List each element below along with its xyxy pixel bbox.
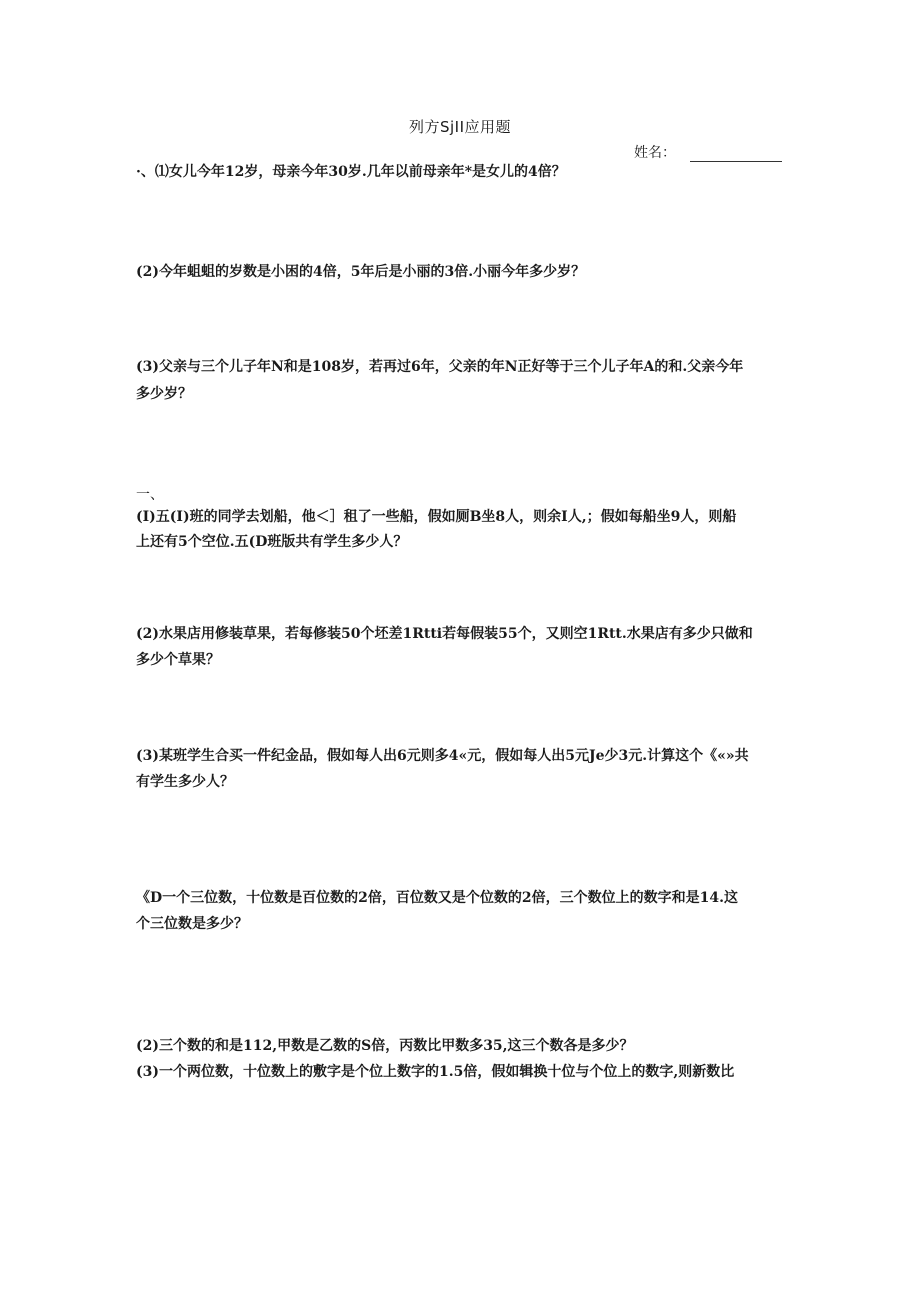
section2-question-2-line-1: (2)水果店用修装草果，若每修装50个坯差1Rtti若每假装55个，又则空1Rtt.水果店有多少只做和 [136,626,753,642]
section2-question-2-line-2: 多少个草果？ [136,652,220,668]
name-label: 姓名： [634,145,676,161]
section3-question-1-line-1: 《D一个三位数，十位数是百位数的2倍，百位数又是个位数的2倍，三个数位上的数字和是14.这 [136,890,738,906]
section2-question-1-line-1: (I)五(I)班的同学去划船，他＜］租了一些船，假如厕B坐8人，则余I人,；假如每船坐9人，则船 [136,509,737,525]
section3-question-3: (3)一个两位数，十位数上的敷字是个位上数字的1.5倍，假如辑换十位与个位上的数字,则新数比 [136,1064,735,1080]
page-title: 列方SjII应用题 [408,118,512,136]
section2-question-1-line-2: 上还有5个空位.五(D班版共有学生多少人？ [136,534,408,550]
section1-question-3-line-2: 多少岁？ [136,386,192,402]
section1-question-2: (2)今年蛆蛆的岁数是小困的4倍，5年后是小丽的3倍.小丽今年多少岁？ [136,264,586,280]
name-field-row [634,142,782,162]
section1-question-1: ·、⑴女儿今年12岁，母亲今年30岁.几年以前母亲年*是女儿的4倍？ [136,164,566,180]
section3-question-1-line-2: 个三位数是多少？ [136,916,248,932]
section2-marker: 一、 [136,487,164,503]
section2-question-3-line-1: (3)某班学生合买一件纪金品，假如每人出6元则多4«元，假如每人出5元Je少3元.计算这个《«»共 [136,748,749,764]
section2-question-3-line-2: 有学生多少人？ [136,774,234,790]
section1-question-3-line-1: (3)父亲与三个儿子年N和是108岁，若再过6年，父亲的年N正好等于三个儿子年A的和.父亲今年 [136,359,744,375]
section3-question-2: (2)三个数的和是112,甲数是乙数的S倍，丙数比甲数多35,这三个数各是多少？ [136,1038,634,1054]
